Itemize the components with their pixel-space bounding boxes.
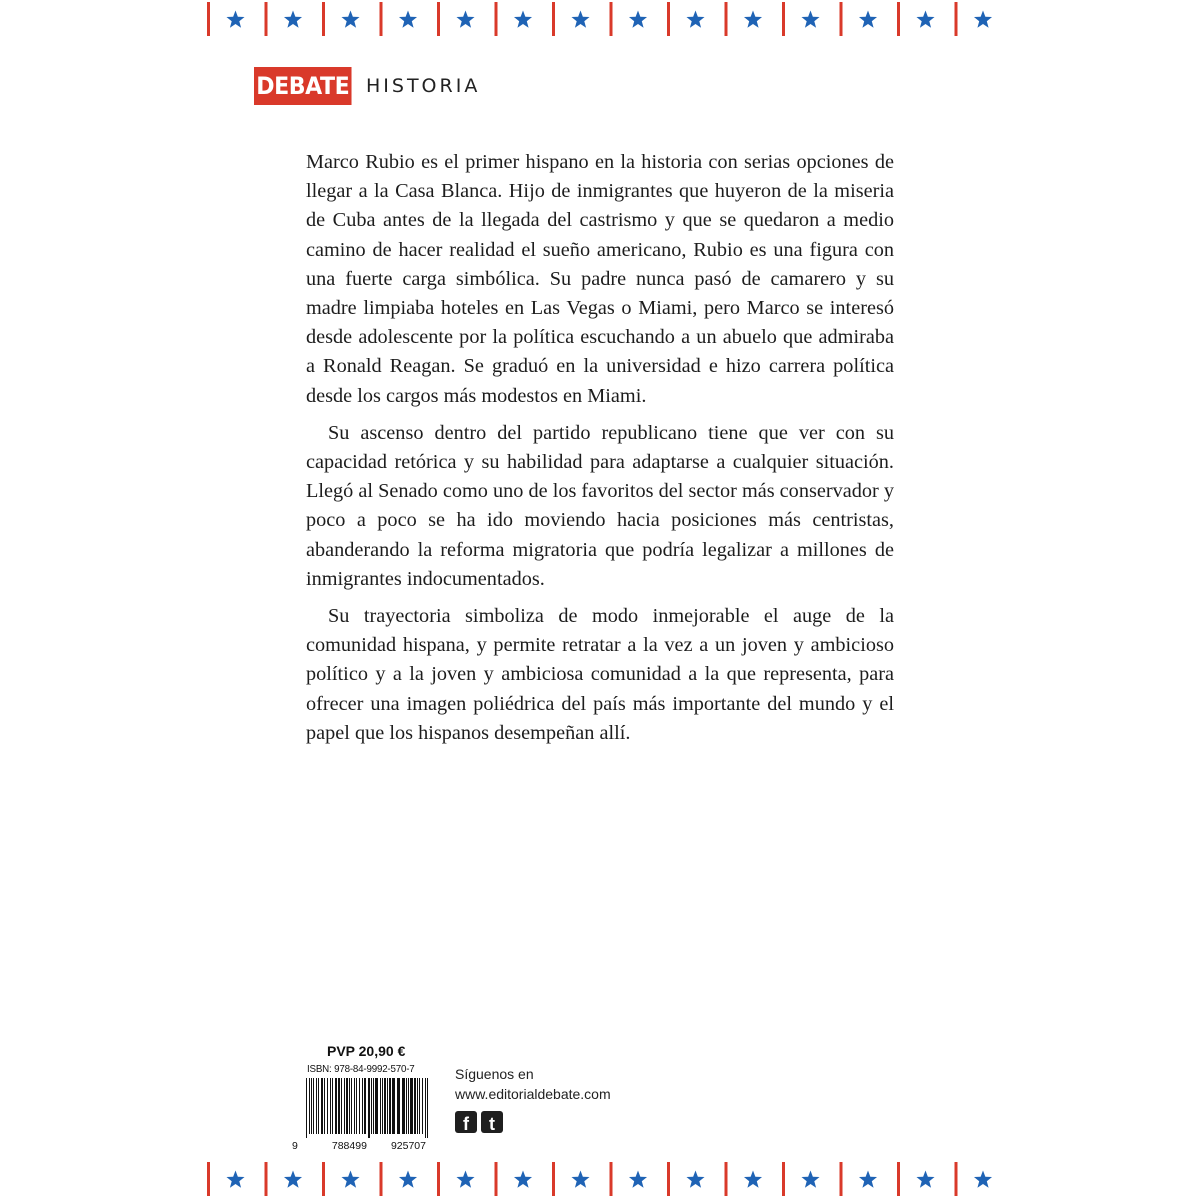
publisher-logo (254, 67, 480, 105)
barcode-bar (338, 1078, 340, 1134)
red-stripe (782, 2, 785, 36)
price-label: PVP 20,90 € (327, 1043, 406, 1059)
red-stripe (495, 1162, 498, 1196)
red-stripe (552, 1162, 555, 1196)
blue-star (571, 1171, 589, 1188)
red-stripe (955, 1162, 958, 1196)
barcode-bar (321, 1078, 323, 1134)
twitter-icon[interactable]: t (481, 1111, 503, 1133)
barcode-bar (417, 1078, 418, 1134)
barcode-bar (309, 1078, 310, 1134)
barcode-bar (346, 1078, 348, 1134)
imprint-label: DEBATE (254, 67, 352, 105)
barcode-bar (335, 1078, 337, 1134)
barcode-bar (414, 1078, 416, 1134)
facebook-icon[interactable]: f (455, 1111, 477, 1133)
barcode-bar (313, 1078, 314, 1134)
blue-star (399, 1171, 417, 1188)
blue-star (456, 1171, 474, 1188)
isbn-label: ISBN: 978-84-9992-570-7 (307, 1063, 415, 1075)
blue-star (284, 11, 302, 28)
barcode-bar (344, 1078, 345, 1134)
barcode-bar (427, 1078, 428, 1138)
barcode-bar (359, 1078, 360, 1134)
synopsis (306, 148, 894, 756)
website-link[interactable]: www.editorialdebate.com (455, 1086, 611, 1102)
barcode-bar (368, 1078, 370, 1138)
barcode-bar (406, 1078, 407, 1134)
red-stripe (897, 2, 900, 36)
blue-star (456, 11, 474, 28)
barcode-bar (389, 1078, 391, 1134)
red-stripe (265, 2, 268, 36)
stars-stripes-pattern (0, 0, 1200, 44)
blue-star (859, 11, 877, 28)
red-stripe (897, 1162, 900, 1196)
blue-star (686, 1171, 704, 1188)
blue-star (226, 1171, 244, 1188)
blue-star (801, 11, 819, 28)
barcode-bar (316, 1078, 317, 1134)
blue-star (629, 1171, 647, 1188)
red-stripe (667, 1162, 670, 1196)
red-stripe (840, 2, 843, 36)
barcode-bar (351, 1078, 352, 1134)
red-stripe (552, 2, 555, 36)
collection-label: HISTORIA (366, 75, 481, 97)
top-stars-border (0, 0, 1200, 44)
red-stripe (610, 1162, 613, 1196)
red-stripe (955, 2, 958, 36)
blue-star (686, 11, 704, 28)
blue-star (744, 11, 762, 28)
barcode-bar (382, 1078, 383, 1134)
barcode-bar (380, 1078, 381, 1134)
barcode-bar (354, 1078, 355, 1134)
stars-stripes-pattern (0, 1156, 1200, 1200)
red-stripe (437, 2, 440, 36)
synopsis-paragraph: Su ascenso dentro del partido republicano tiene que ver con su capacidad retórica y su habilidad para adaptarse a cualquier situación. Llegó al Senado como uno de los favoritos del sector más conservador y poco a poco se ha ido moviendo hacia posiciones más centristas, abanderando la reforma migratoria que podría legalizar a millones de inmigrantes indocumentados. (306, 421, 894, 590)
red-stripe (437, 1162, 440, 1196)
blue-star (974, 11, 992, 28)
barcode-bar (349, 1078, 350, 1134)
red-stripe (207, 1162, 210, 1196)
barcode-bar (387, 1078, 388, 1134)
blue-star (916, 11, 934, 28)
blue-star (514, 1171, 532, 1188)
blue-star (341, 1171, 359, 1188)
blue-star (571, 11, 589, 28)
blue-star (974, 1171, 992, 1188)
barcode-digits (292, 1140, 432, 1152)
barcode-bar (371, 1078, 372, 1134)
barcode (306, 1078, 430, 1138)
barcode-digit-lead: 9 (292, 1140, 298, 1152)
blue-star (916, 1171, 934, 1188)
blue-star (399, 11, 417, 28)
red-stripe (667, 2, 670, 36)
barcode-bar (410, 1078, 413, 1134)
blue-star (859, 1171, 877, 1188)
red-stripe (610, 2, 613, 36)
red-stripe (380, 1162, 383, 1196)
red-stripe (782, 1162, 785, 1196)
barcode-bar (330, 1078, 331, 1134)
blue-star (801, 1171, 819, 1188)
barcode-bar (311, 1078, 312, 1134)
red-stripe (322, 2, 325, 36)
barcode-bar (425, 1078, 426, 1138)
blue-star (284, 1171, 302, 1188)
barcode-bar (306, 1078, 307, 1138)
blue-star (629, 11, 647, 28)
barcode-bar (341, 1078, 342, 1134)
barcode-bar (419, 1078, 420, 1134)
red-stripe (840, 1162, 843, 1196)
blue-star (744, 1171, 762, 1188)
red-stripe (380, 2, 383, 36)
follow-block (455, 1064, 611, 1104)
barcode-bar (327, 1078, 328, 1134)
red-stripe (207, 2, 210, 36)
red-stripe (725, 2, 728, 36)
blue-star (341, 11, 359, 28)
barcode-bar (373, 1078, 374, 1134)
synopsis-paragraph: Marco Rubio es el primer hispano en la historia con serias opciones de llegar a la Casa Blanca. Hijo de inmigrantes que huyeron de la miseria de Cuba antes de la llegada del castrismo y que se quedaron a medio camino de hacer realidad el sueño americano, Rubio es una figura con una fuerte carga simbólica. Su padre nunca pasó de camarero y su madre limpiaba hoteles en Las Vegas o Miami, pero Marco se interesó desde adolescente por la política escuchando a un abuelo que admiraba a Ronald Reagan. Se graduó en la universidad e hizo carrera política desde los cargos más modestos en Miami. (306, 151, 894, 407)
blue-star (514, 11, 532, 28)
red-stripe (265, 1162, 268, 1196)
barcode-bar (384, 1078, 386, 1134)
blue-star (226, 11, 244, 28)
barcode-bar (397, 1078, 400, 1134)
red-stripe (725, 1162, 728, 1196)
barcode-bar (422, 1078, 423, 1134)
barcode-bar (375, 1078, 378, 1134)
barcode-bar (364, 1078, 366, 1134)
barcode-bar (402, 1078, 405, 1134)
barcode-digit-group: 925707 (390, 1140, 426, 1152)
barcode-bar (392, 1078, 395, 1134)
barcode-bar (324, 1078, 325, 1134)
bottom-stars-border (0, 1156, 1200, 1200)
red-stripe (495, 2, 498, 36)
red-stripe (322, 1162, 325, 1196)
barcode-bar (362, 1078, 363, 1134)
follow-label: Síguenos en (455, 1066, 534, 1082)
barcode-bar (318, 1078, 319, 1134)
synopsis-paragraph: Su trayectoria simboliza de modo inmejorable el auge de la comunidad hispana, y permite retratar a la vez a un joven y ambicioso político y a la joven y ambiciosa comunidad a la que representa, para ofrecer una imagen poliédrica del país más importante del mundo y el papel que los hispanos desempeñan allí. (306, 605, 894, 744)
social-icons (455, 1111, 503, 1133)
barcode-bar (332, 1078, 333, 1134)
barcode-digit-group: 788499 (331, 1140, 367, 1152)
barcode-bar (408, 1078, 409, 1134)
barcode-bar (356, 1078, 357, 1134)
